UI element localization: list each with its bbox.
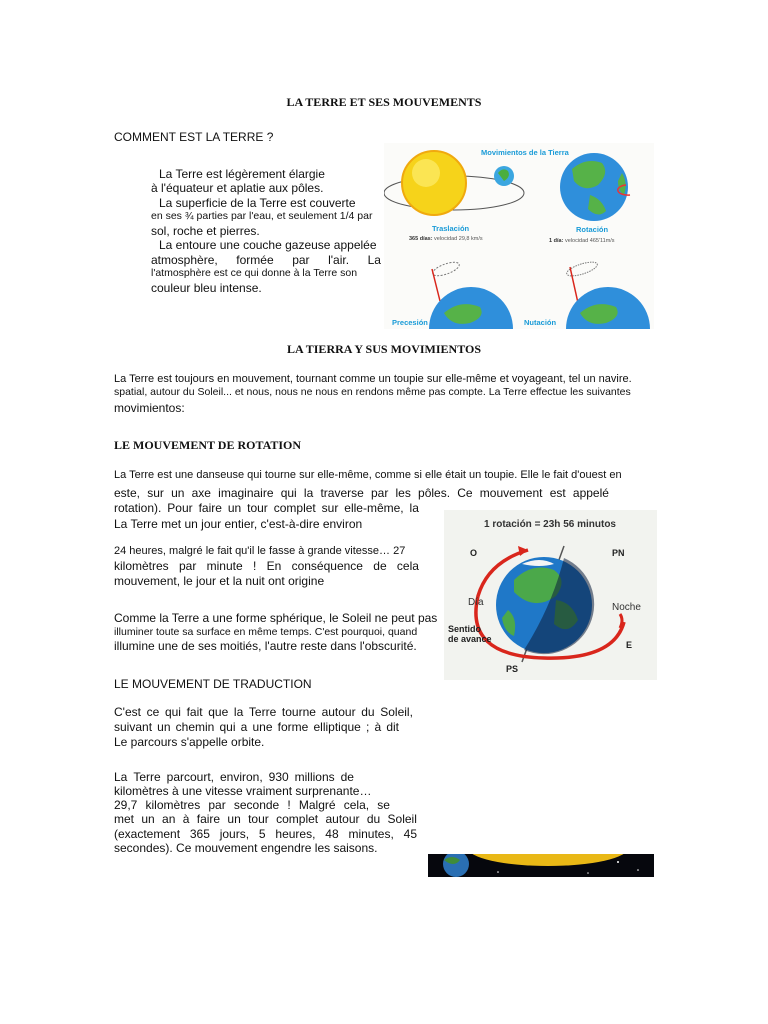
b3-line1: La entoure une couche gazeuse appelée <box>159 238 377 252</box>
section1-heading: COMMENT EST LA TERRE ? <box>114 130 274 144</box>
section4-heading: LE MOUVEMENT DE TRADUCTION <box>114 677 312 691</box>
tra-p2-line6: secondes). Ce mouvement engendre les saisons. <box>114 841 378 855</box>
tra-p2-line1: La Terre parcourt, environ, 930 millions de <box>114 770 354 784</box>
o-label: O <box>470 548 478 558</box>
pn-label: PN <box>612 548 625 558</box>
dia-label: Día <box>468 597 484 608</box>
b1-line2: à l'équateur et aplatie aux pôles. <box>151 181 324 195</box>
b3-line2: atmosphère, formée par l'air. La <box>151 253 381 267</box>
tra-p2-line3: 29,7 kilomètres par seconde ! Malgré cela, se <box>114 798 390 812</box>
sentido-label-1: Sentido <box>448 624 481 634</box>
noche-label: Noche <box>612 602 641 613</box>
sentido-label-2: de avance <box>448 634 492 644</box>
b2-line3: sol, roche et pierres. <box>151 224 260 238</box>
rotation-figure <box>444 510 657 680</box>
precesion-label: Precesión <box>392 318 428 327</box>
traslacion-label: Traslación <box>432 224 470 233</box>
ps-label: PS <box>506 664 519 674</box>
tra-p1-line1: C'est ce qui fait que la Terre tourne autour du Soleil, <box>114 705 413 719</box>
rot-line7: mouvement, le jour et la nuit ont origine <box>114 574 325 588</box>
b3-line3: l'atmosphère est ce qui donne à la Terre son <box>151 267 358 279</box>
rot-line5: 24 heures, malgré le fait qu'il le fasse à grande vitesse… 27 <box>114 545 406 557</box>
b2-line2: en ses ¾ parties par l'eau, et seulement 1/4 par <box>151 210 373 222</box>
traslacion-days: 365 días: <box>409 236 433 242</box>
tra-p2-line2: kilomètres à une vitesse vraiment surprenante… <box>114 784 372 798</box>
nutacion-label: Nutación <box>524 318 557 327</box>
orbit-space-figure <box>428 854 654 877</box>
rotacion-label: Rotación <box>576 225 609 234</box>
rot-line10: illumine une de ses moitiés, l'autre reste dans l'obscurité. <box>114 639 417 653</box>
b3-line4: couleur bleu intense. <box>151 281 262 295</box>
rotation-figure-title: 1 rotación = 23h 56 minutos <box>484 519 616 530</box>
tra-p2-line4: met un an à faire un tour complet autour du Soleil <box>114 812 417 826</box>
earth-movements-figure <box>384 143 654 329</box>
rot-line3: rotation). Pour faire un tour complet sur elle-même, la <box>114 501 419 515</box>
b2-line1: La superficie de la Terre est couverte <box>159 196 356 210</box>
figure1-title: Movimientos de la Tierra <box>481 148 569 157</box>
tra-p1-line2: suivant un chemin qui a une forme elliptique ; à dit <box>114 720 399 734</box>
rot-line4: La Terre met un jour entier, c'est-à-dire environ <box>114 517 363 531</box>
rotacion-speed: velocidad 465'11m/s <box>565 238 615 244</box>
e-label: E <box>626 640 633 650</box>
rot-line1: La Terre est une danseuse qui tourne sur elle-même, comme si elle était un toupie. Elle le fait d'ouest en <box>114 469 622 481</box>
section2-line3: movimientos: <box>114 401 185 415</box>
b1-line1: La Terre est légèrement élargie <box>159 167 325 181</box>
rot-line6: kilomètres par minute ! En conséquence de cela <box>114 559 419 573</box>
section3-heading: LE MOUVEMENT DE ROTATION <box>114 438 302 452</box>
rot-line9: illuminer toute sa surface en même temps. C'est pourquoi, quand <box>114 626 418 638</box>
rotacion-days: 1 día: <box>549 238 564 244</box>
rot-line2: este, sur un axe imaginaire qui la traverse par les pôles. Ce mouvement est appelé <box>114 486 609 500</box>
rot-line8: Comme la Terre a une forme sphérique, le Soleil ne peut pas <box>114 611 438 625</box>
section2-heading: LA TIERRA Y SUS MOVIMIENTOS <box>286 342 482 356</box>
section2-line2: spatial, autour du Soleil... et nous, nous ne nous en rendons même pas compte. La Terre effectue les suivantes <box>114 386 631 398</box>
page-title: LA TERRE ET SES MOUVEMENTS <box>286 95 482 109</box>
tra-p1-line3: Le parcours s'appelle orbite. <box>114 735 265 749</box>
tra-p2-line5: (exactement 365 jours, 5 heures, 48 minutes, 45 <box>114 827 417 841</box>
traslacion-speed: velocidad 29,8 km/s <box>434 236 483 242</box>
section2-line1: La Terre est toujours en mouvement, tournant comme un toupie sur elle-même et voyageant, tel un navire. <box>114 373 632 385</box>
